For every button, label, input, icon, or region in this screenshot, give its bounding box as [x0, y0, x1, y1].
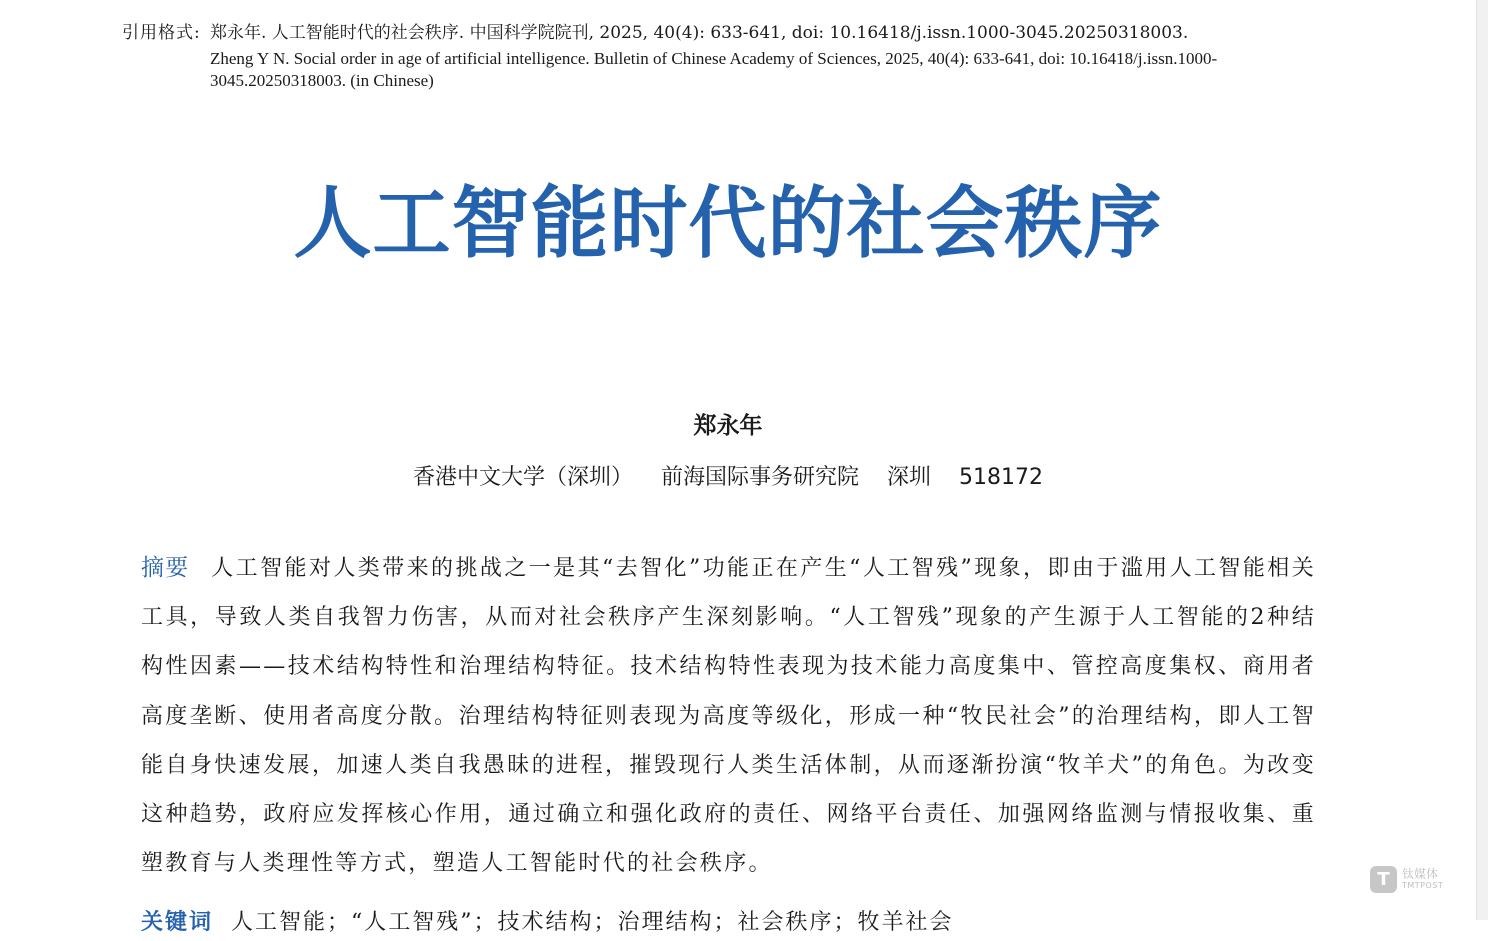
- citation-label: 引用格式:: [122, 23, 201, 43]
- tmtpost-logo-icon: T: [1370, 866, 1397, 893]
- abstract-label: 摘要: [141, 555, 190, 581]
- tmtpost-watermark: [1370, 864, 1454, 894]
- author-affiliation: 香港中文大学（深圳） 前海国际事务研究院 深圳 518172: [413, 465, 1043, 490]
- abstract-text: 人工智能对人类带来的挑战之一是其“去智化”功能正在产生“人工智残”现象，即由于滥用人工智能相关工具，导致人类自我智力伤害，从而对社会秩序产生深刻影响。“人工智残”现象的产生源于人工智能的2种结构性因素——技术结构特性和治理结构特征。技术结构特性表现为技术能力高度集中、管控高度集权、商用者高度垄断、使用者高度分散。治理结构特征则表现为高度等级化，形成一种“牧民社会”的治理结构，即人工智能自身快速发展，加速人类自我愚昧的进程，摧毁现行人类生活体制，从而逐渐扮演“牧羊犬”的角色。为改变这种趋势，政府应发挥核心作用，通过确立和强化政府的责任、网络平台责任、加强网络监测与情报收集、重塑教育与人类理性等方式，塑造人工智能时代的社会秩序。: [141, 556, 1317, 877]
- author-name: 郑永年: [693, 413, 763, 439]
- keywords-line: [141, 905, 1316, 941]
- keywords-text: 人工智能；“人工智残”；技术结构；治理结构；社会秩序；牧羊社会: [231, 910, 954, 935]
- citation-zh-row: [122, 22, 1352, 45]
- scrollbar-track[interactable]: [1476, 0, 1488, 920]
- watermark-text: [1402, 867, 1443, 891]
- abstract-paragraph: [141, 544, 1316, 888]
- watermark-en: TMTPOST: [1402, 881, 1444, 890]
- citation-en: Zheng Y N. Social order in age of artificial intelligence. Bulletin of Chinese Academy of Sciences, 2025, 40(4): 633-641, doi: 10.16418/j.issn.1000-3045.20250318003. (in Chinese): [210, 49, 1218, 90]
- watermark-cn: 钛媒体: [1402, 867, 1439, 881]
- citation-block: [122, 22, 1352, 92]
- keywords-label: 关键词: [141, 910, 214, 935]
- paper-title: 人工智能时代的社会秩序: [293, 179, 1163, 269]
- citation-zh: 郑永年. 人工智能时代的社会秩序. 中国科学院院刊, 2025, 40(4): 633-641, doi: 10.16418/j.issn.1000-3045.20250318003.: [210, 23, 1189, 43]
